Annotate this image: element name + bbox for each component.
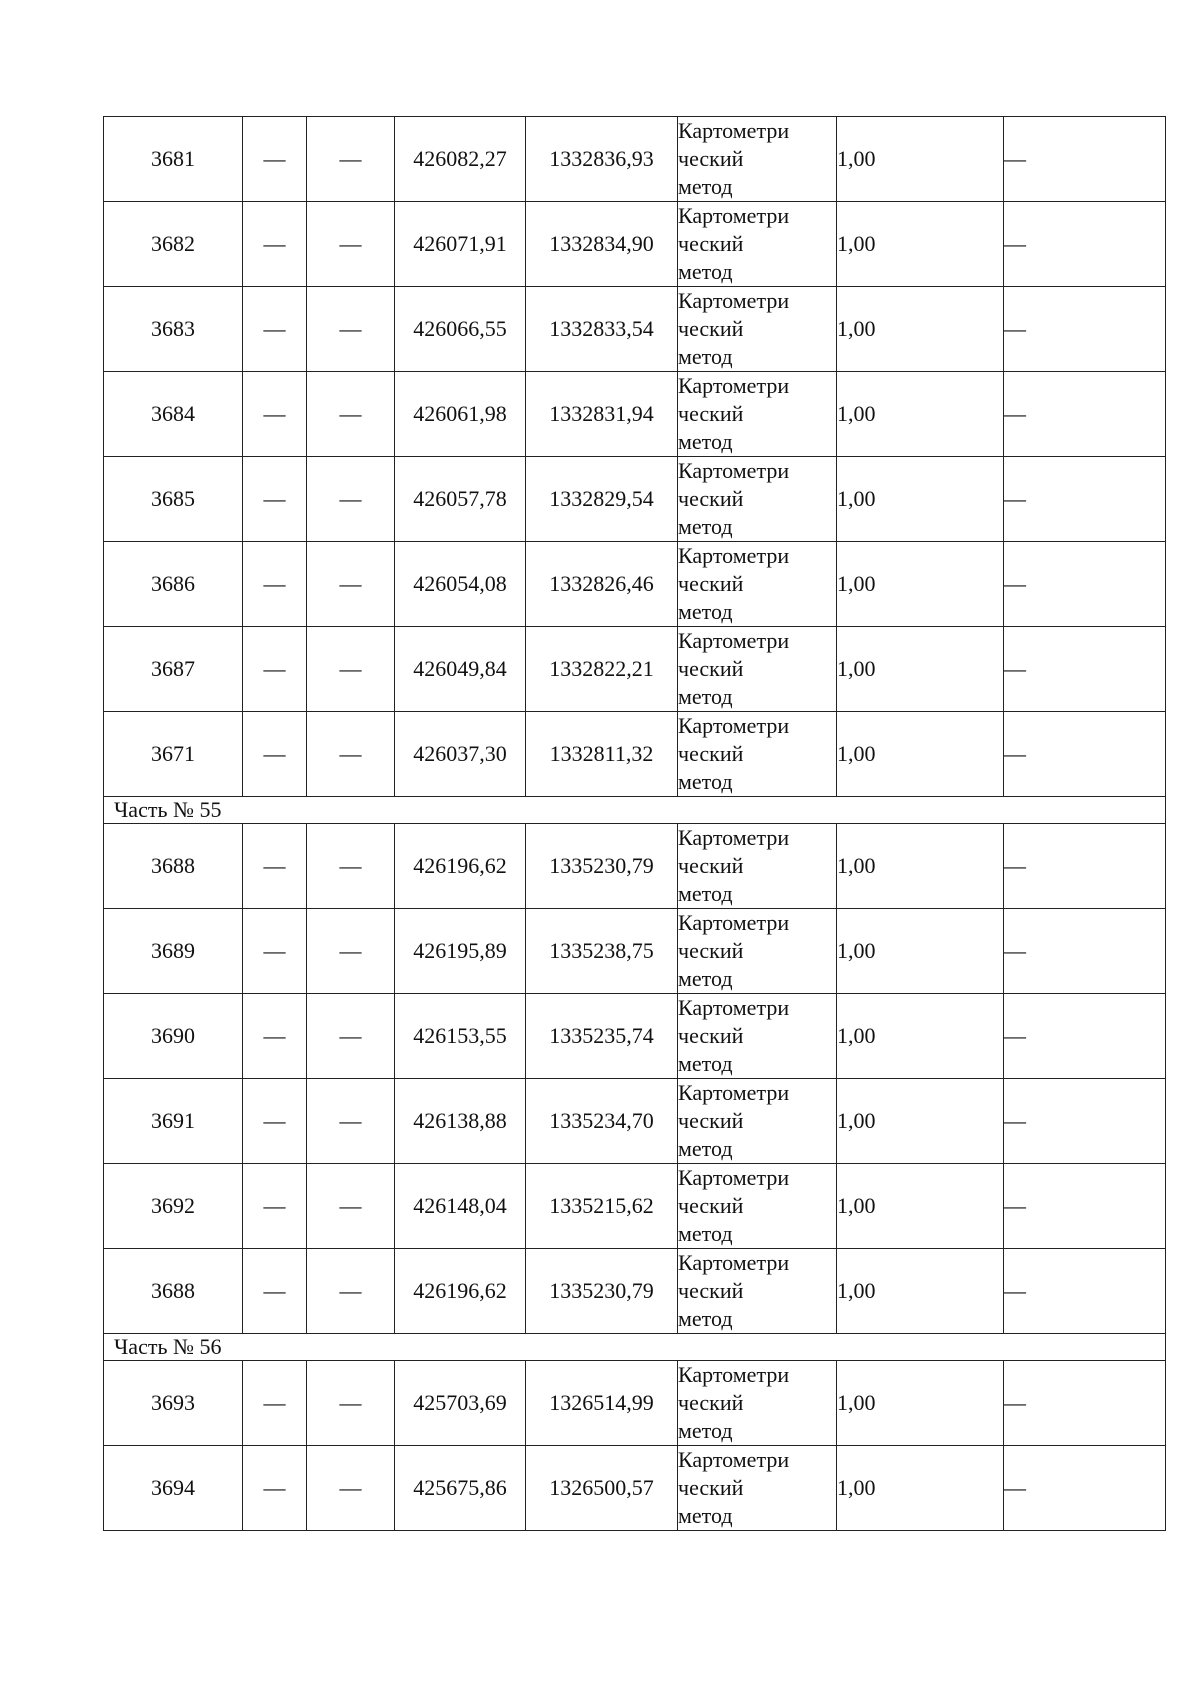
method-text-line: ческий — [678, 656, 744, 681]
point-number-cell: 3690 — [104, 994, 243, 1079]
point-number-cell: 3687 — [104, 627, 243, 712]
accuracy-cell: 1,00 — [837, 994, 1004, 1079]
point-number-cell: 3689 — [104, 909, 243, 994]
x-coordinate-cell: 426195,89 — [395, 909, 526, 994]
method-cell — [678, 627, 837, 712]
accuracy-cell: 1,00 — [837, 1446, 1004, 1531]
description-cell: — — [1004, 712, 1166, 797]
dash-cell: — — [307, 627, 395, 712]
method-cell — [678, 1446, 837, 1531]
description-cell: — — [1004, 1079, 1166, 1164]
method-text-line: Картометри — [678, 1362, 790, 1387]
table-row — [104, 1249, 1166, 1334]
y-coordinate-cell: 1326514,99 — [526, 1361, 678, 1446]
accuracy-cell: 1,00 — [837, 372, 1004, 457]
method-cell — [678, 372, 837, 457]
method-text-line: метод — [678, 1221, 733, 1246]
method-text-line: Картометри — [678, 203, 790, 228]
method-text-line: метод — [678, 1051, 733, 1076]
description-cell: — — [1004, 1249, 1166, 1334]
dash-cell: — — [243, 1079, 307, 1164]
accuracy-cell: 1,00 — [837, 117, 1004, 202]
method-text-line: метод — [678, 1503, 733, 1528]
x-coordinate-cell: 426037,30 — [395, 712, 526, 797]
method-text-line: Картометри — [678, 288, 790, 313]
dash-cell: — — [307, 117, 395, 202]
method-text-line: Картометри — [678, 995, 790, 1020]
method-cell — [678, 1079, 837, 1164]
method-cell — [678, 994, 837, 1079]
description-cell: — — [1004, 1361, 1166, 1446]
accuracy-cell: 1,00 — [837, 1249, 1004, 1334]
dash-cell: — — [307, 909, 395, 994]
method-text-line: Картометри — [678, 1165, 790, 1190]
dash-cell: — — [243, 1164, 307, 1249]
y-coordinate-cell: 1335235,74 — [526, 994, 678, 1079]
point-number-cell: 3682 — [104, 202, 243, 287]
accuracy-cell: 1,00 — [837, 457, 1004, 542]
description-cell: — — [1004, 627, 1166, 712]
method-text-line: ческий — [678, 1023, 744, 1048]
point-number-cell: 3693 — [104, 1361, 243, 1446]
x-coordinate-cell: 426082,27 — [395, 117, 526, 202]
y-coordinate-cell: 1332822,21 — [526, 627, 678, 712]
method-text-line: ческий — [678, 1108, 744, 1133]
description-cell: — — [1004, 542, 1166, 627]
x-coordinate-cell: 426061,98 — [395, 372, 526, 457]
method-text-line: ческий — [678, 1193, 744, 1218]
y-coordinate-cell: 1332836,93 — [526, 117, 678, 202]
description-cell: — — [1004, 1164, 1166, 1249]
method-text-line: ческий — [678, 316, 744, 341]
accuracy-cell: 1,00 — [837, 202, 1004, 287]
y-coordinate-cell: 1335234,70 — [526, 1079, 678, 1164]
method-cell — [678, 457, 837, 542]
method-text-line: Картометри — [678, 713, 790, 738]
method-cell — [678, 287, 837, 372]
method-cell — [678, 1249, 837, 1334]
description-cell: — — [1004, 824, 1166, 909]
point-number-cell: 3692 — [104, 1164, 243, 1249]
y-coordinate-cell: 1335215,62 — [526, 1164, 678, 1249]
table-body — [104, 117, 1166, 1531]
method-text-line: Картометри — [678, 118, 790, 143]
method-text-line: ческий — [678, 231, 744, 256]
table-row — [104, 542, 1166, 627]
point-number-cell: 3684 — [104, 372, 243, 457]
dash-cell: — — [307, 712, 395, 797]
method-text-line: ческий — [678, 146, 744, 171]
method-text-line: метод — [678, 599, 733, 624]
dash-cell: — — [307, 1164, 395, 1249]
method-text-line: метод — [678, 1306, 733, 1331]
accuracy-cell: 1,00 — [837, 1164, 1004, 1249]
dash-cell: — — [307, 457, 395, 542]
y-coordinate-cell: 1332834,90 — [526, 202, 678, 287]
x-coordinate-cell: 426049,84 — [395, 627, 526, 712]
table-row — [104, 909, 1166, 994]
y-coordinate-cell: 1335238,75 — [526, 909, 678, 994]
dash-cell: — — [307, 1079, 395, 1164]
method-text-line: Картометри — [678, 1447, 790, 1472]
dash-cell: — — [243, 994, 307, 1079]
method-text-line: ческий — [678, 571, 744, 596]
method-text-line: Картометри — [678, 1080, 790, 1105]
table-row — [104, 994, 1166, 1079]
description-cell: — — [1004, 202, 1166, 287]
method-cell — [678, 909, 837, 994]
method-text-line: ческий — [678, 401, 744, 426]
dash-cell: — — [307, 1361, 395, 1446]
dash-cell: — — [243, 457, 307, 542]
method-text-line: метод — [678, 429, 733, 454]
accuracy-cell: 1,00 — [837, 712, 1004, 797]
section-header-row — [104, 1334, 1166, 1361]
method-text-line: Картометри — [678, 628, 790, 653]
dash-cell: — — [307, 824, 395, 909]
method-cell — [678, 1164, 837, 1249]
method-cell — [678, 202, 837, 287]
dash-cell: — — [243, 372, 307, 457]
description-cell: — — [1004, 457, 1166, 542]
method-text-line: метод — [678, 259, 733, 284]
method-text-line: Картометри — [678, 543, 790, 568]
y-coordinate-cell: 1332829,54 — [526, 457, 678, 542]
table-row — [104, 1164, 1166, 1249]
x-coordinate-cell: 426057,78 — [395, 457, 526, 542]
dash-cell: — — [243, 202, 307, 287]
method-text-line: метод — [678, 881, 733, 906]
accuracy-cell: 1,00 — [837, 1361, 1004, 1446]
method-text-line: Картометри — [678, 1250, 790, 1275]
point-number-cell: 3671 — [104, 712, 243, 797]
method-cell — [678, 117, 837, 202]
method-cell — [678, 1361, 837, 1446]
dash-cell: — — [243, 909, 307, 994]
table-row — [104, 372, 1166, 457]
point-number-cell: 3685 — [104, 457, 243, 542]
point-number-cell: 3694 — [104, 1446, 243, 1531]
description-cell: — — [1004, 909, 1166, 994]
method-text-line: ческий — [678, 1390, 744, 1415]
method-text-line: метод — [678, 769, 733, 794]
point-number-cell: 3688 — [104, 1249, 243, 1334]
dash-cell: — — [307, 372, 395, 457]
dash-cell: — — [243, 1249, 307, 1334]
method-text-line: метод — [678, 684, 733, 709]
x-coordinate-cell: 426071,91 — [395, 202, 526, 287]
coordinates-table — [103, 116, 1166, 1531]
table-row — [104, 712, 1166, 797]
y-coordinate-cell: 1332826,46 — [526, 542, 678, 627]
method-text-line: метод — [678, 514, 733, 539]
dash-cell: — — [243, 542, 307, 627]
method-text-line: Картометри — [678, 825, 790, 850]
description-cell: — — [1004, 994, 1166, 1079]
point-number-cell: 3686 — [104, 542, 243, 627]
dash-cell: — — [243, 712, 307, 797]
method-text-line: Картометри — [678, 373, 790, 398]
method-text-line: метод — [678, 1418, 733, 1443]
y-coordinate-cell: 1335230,79 — [526, 824, 678, 909]
y-coordinate-cell: 1335230,79 — [526, 1249, 678, 1334]
table-row — [104, 1361, 1166, 1446]
table-row — [104, 1079, 1166, 1164]
method-text-line: ческий — [678, 938, 744, 963]
accuracy-cell: 1,00 — [837, 909, 1004, 994]
method-text-line: Картометри — [678, 910, 790, 935]
x-coordinate-cell: 425675,86 — [395, 1446, 526, 1531]
x-coordinate-cell: 425703,69 — [395, 1361, 526, 1446]
method-text-line: ческий — [678, 853, 744, 878]
point-number-cell: 3683 — [104, 287, 243, 372]
accuracy-cell: 1,00 — [837, 627, 1004, 712]
section-header-row — [104, 797, 1166, 824]
x-coordinate-cell: 426196,62 — [395, 1249, 526, 1334]
dash-cell: — — [243, 1361, 307, 1446]
dash-cell: — — [243, 287, 307, 372]
description-cell: — — [1004, 117, 1166, 202]
description-cell: — — [1004, 287, 1166, 372]
point-number-cell: 3681 — [104, 117, 243, 202]
dash-cell: — — [307, 202, 395, 287]
method-text-line: метод — [678, 966, 733, 991]
y-coordinate-cell: 1326500,57 — [526, 1446, 678, 1531]
section-label: Часть № 55 — [104, 797, 1166, 824]
dash-cell: — — [243, 824, 307, 909]
dash-cell: — — [243, 117, 307, 202]
method-cell — [678, 824, 837, 909]
accuracy-cell: 1,00 — [837, 542, 1004, 627]
method-text-line: ческий — [678, 486, 744, 511]
table-row — [104, 627, 1166, 712]
y-coordinate-cell: 1332833,54 — [526, 287, 678, 372]
point-number-cell: 3691 — [104, 1079, 243, 1164]
x-coordinate-cell: 426054,08 — [395, 542, 526, 627]
method-text-line: метод — [678, 174, 733, 199]
table-row — [104, 117, 1166, 202]
dash-cell: — — [243, 627, 307, 712]
description-cell: — — [1004, 372, 1166, 457]
method-text-line: метод — [678, 1136, 733, 1161]
accuracy-cell: 1,00 — [837, 824, 1004, 909]
table-row — [104, 287, 1166, 372]
accuracy-cell: 1,00 — [837, 287, 1004, 372]
x-coordinate-cell: 426148,04 — [395, 1164, 526, 1249]
section-label: Часть № 56 — [104, 1334, 1166, 1361]
dash-cell: — — [243, 1446, 307, 1531]
table-row — [104, 202, 1166, 287]
dash-cell: — — [307, 1249, 395, 1334]
x-coordinate-cell: 426066,55 — [395, 287, 526, 372]
method-text-line: Картометри — [678, 458, 790, 483]
table-row — [104, 824, 1166, 909]
method-text-line: ческий — [678, 741, 744, 766]
method-cell — [678, 542, 837, 627]
dash-cell: — — [307, 542, 395, 627]
accuracy-cell: 1,00 — [837, 1079, 1004, 1164]
point-number-cell: 3688 — [104, 824, 243, 909]
y-coordinate-cell: 1332831,94 — [526, 372, 678, 457]
description-cell: — — [1004, 1446, 1166, 1531]
x-coordinate-cell: 426153,55 — [395, 994, 526, 1079]
y-coordinate-cell: 1332811,32 — [526, 712, 678, 797]
method-text-line: ческий — [678, 1278, 744, 1303]
dash-cell: — — [307, 1446, 395, 1531]
method-text-line: ческий — [678, 1475, 744, 1500]
x-coordinate-cell: 426196,62 — [395, 824, 526, 909]
x-coordinate-cell: 426138,88 — [395, 1079, 526, 1164]
method-text-line: метод — [678, 344, 733, 369]
method-cell — [678, 712, 837, 797]
table-row — [104, 457, 1166, 542]
dash-cell: — — [307, 994, 395, 1079]
dash-cell: — — [307, 287, 395, 372]
table-row — [104, 1446, 1166, 1531]
